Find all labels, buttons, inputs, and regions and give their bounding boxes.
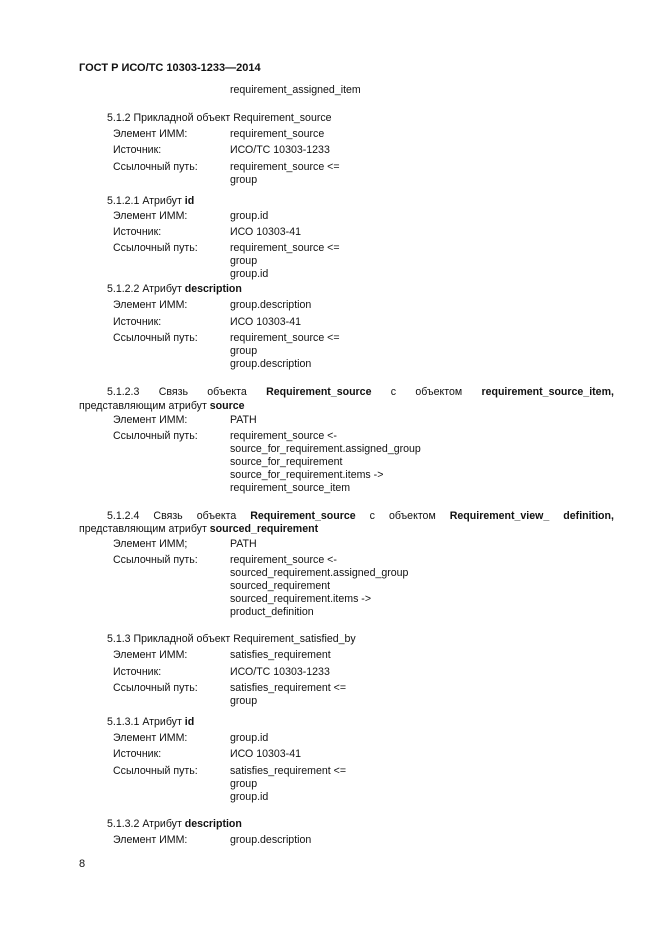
entity-name: Requirement_view_	[449, 510, 550, 522]
label-source: Источник:	[113, 226, 162, 238]
attribute-heading-prefix: 5.1.3.1 Атрибут	[107, 716, 182, 728]
value-path-line: group.id	[230, 791, 269, 803]
attribute-name: id	[184, 195, 195, 207]
label-imm: Элемент ИММ:	[113, 210, 188, 222]
value-path-line: sourced_requirement.assigned_group	[230, 567, 409, 579]
label-source: Источник:	[113, 316, 162, 328]
attribute-heading	[107, 818, 242, 831]
label-imm: Элемент ИММ:	[113, 299, 188, 311]
label-path: Ссылочный путь:	[113, 554, 198, 566]
heading-word: объектом	[388, 510, 436, 522]
value-imm: group.id	[230, 210, 269, 222]
value-path-line: source_for_requirement.items ->	[230, 469, 384, 481]
value-path-line: group.id	[230, 268, 269, 280]
label-imm: Элемент ИММ:	[113, 128, 188, 140]
attribute-heading	[107, 283, 242, 296]
heading-word: объекта	[196, 510, 237, 522]
value-imm: group.description	[230, 834, 312, 846]
continued-value: requirement_assigned_item	[230, 84, 361, 96]
label-imm: Элемент ИММ:	[113, 732, 188, 744]
value-path-line: sourced_requirement.items ->	[230, 593, 372, 605]
entity-name: requirement_source_item,	[481, 386, 614, 398]
attribute-heading-prefix: 5.1.3.2 Атрибут	[107, 818, 182, 830]
relationship-heading-line	[107, 386, 614, 399]
heading-text: представляющим атрибут	[79, 523, 207, 535]
value-path-line: requirement_source <=	[230, 161, 340, 173]
attribute-name: description	[184, 283, 242, 295]
value-path-line: group	[230, 695, 258, 707]
value-imm: satisfies_requirement	[230, 649, 331, 661]
value-path-line: group	[230, 255, 258, 267]
attribute-name: sourced_requirement	[209, 523, 319, 535]
attribute-name: id	[184, 716, 195, 728]
value-path-line: requirement_source <=	[230, 242, 340, 254]
value-path-line: requirement_source <-	[230, 554, 337, 566]
value-path-line: group	[230, 778, 258, 790]
label-imm: Элемент ИММ:	[113, 834, 188, 846]
value-source: ИСО/ТС 10303-1233	[230, 144, 330, 156]
label-imm: Элемент ИММ:	[113, 649, 188, 661]
entity-name: Requirement_source	[266, 386, 372, 398]
value-imm: requirement_source	[230, 128, 325, 140]
label-imm: Элемент ИММ;	[113, 538, 188, 550]
label-path: Ссылочный путь:	[113, 682, 198, 694]
attribute-name: source	[209, 400, 245, 412]
value-path-line: requirement_source <=	[230, 332, 340, 344]
attribute-heading-prefix: 5.1.2.1 Атрибут	[107, 195, 182, 207]
page-header-title: ГОСТ Р ИСО/ТС 10303-1233—2014	[79, 62, 261, 74]
label-source: Источник:	[113, 666, 162, 678]
section-number: 5.1.2.3	[107, 386, 140, 398]
value-path-line: group.description	[230, 358, 312, 370]
heading-word: с	[390, 386, 397, 398]
heading-word: объекта	[207, 386, 247, 398]
value-source: ИСО 10303-41	[230, 316, 301, 328]
heading-word: с	[369, 510, 375, 522]
value-path-line: group	[230, 174, 258, 186]
attribute-heading-prefix: 5.1.2.2 Атрибут	[107, 283, 182, 295]
page-number: 8	[79, 858, 86, 870]
value-source: ИСО 10303-41	[230, 748, 301, 760]
value-path-line: satisfies_requirement <=	[230, 765, 347, 777]
section-number: 5.1.2.4	[107, 510, 140, 522]
attribute-name: description	[184, 818, 242, 830]
relationship-heading-continuation	[79, 400, 245, 413]
label-source: Источник:	[113, 748, 162, 760]
label-path: Ссылочный путь:	[113, 332, 198, 344]
heading-text: представляющим атрибут	[79, 400, 207, 412]
section-heading: 5.1.3 Прикладной объект Requirement_satisfied_by	[107, 633, 356, 645]
attribute-heading	[107, 195, 194, 208]
label-path: Ссылочный путь:	[113, 430, 198, 442]
value-path-line: source_for_requirement.assigned_group	[230, 443, 421, 455]
section-heading: 5.1.2 Прикладной объект Requirement_source	[107, 112, 332, 124]
value-imm: group.id	[230, 732, 269, 744]
value-path-line: requirement_source <-	[230, 430, 337, 442]
value-imm: group.description	[230, 299, 312, 311]
value-path-line: satisfies_requirement <=	[230, 682, 347, 694]
relationship-heading-line	[107, 510, 614, 523]
label-path: Ссылочный путь:	[113, 161, 198, 173]
label-imm: Элемент ИММ:	[113, 414, 188, 426]
value-path-line: source_for_requirement	[230, 456, 343, 468]
relationship-heading-continuation	[79, 523, 318, 536]
value-path-line: product_definition	[230, 606, 314, 618]
label-source: Источник:	[113, 144, 162, 156]
attribute-heading	[107, 716, 194, 729]
value-imm: PATH	[230, 414, 257, 426]
label-path: Ссылочный путь:	[113, 765, 198, 777]
label-path: Ссылочный путь:	[113, 242, 198, 254]
heading-word: Связь	[158, 386, 188, 398]
value-path-line: requirement_source_item	[230, 482, 351, 494]
value-path-line: group	[230, 345, 258, 357]
value-source: ИСО 10303-41	[230, 226, 301, 238]
heading-word: Связь	[153, 510, 183, 522]
value-source: ИСО/ТС 10303-1233	[230, 666, 330, 678]
entity-name: definition,	[563, 510, 614, 522]
heading-word: объектом	[415, 386, 463, 398]
value-imm: PATH	[230, 538, 257, 550]
entity-name: Requirement_source	[250, 510, 356, 522]
value-path-line: sourced_requirement	[230, 580, 331, 592]
